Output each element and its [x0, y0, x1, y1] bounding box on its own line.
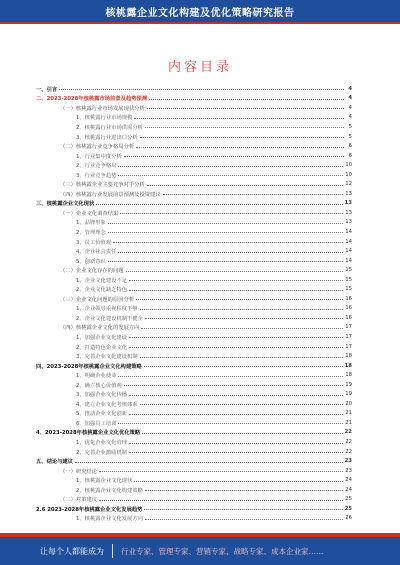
toc-entry-page: 4	[348, 95, 352, 102]
toc-entry[interactable]	[36, 113, 352, 123]
toc-entry[interactable]	[36, 351, 352, 361]
toc-entry[interactable]	[36, 256, 352, 266]
toc-entry-label: 2、核桃露行业市场供需分析	[76, 124, 143, 131]
toc-leader-dots	[124, 156, 344, 157]
toc-entry[interactable]	[36, 495, 352, 505]
toc-entry[interactable]	[36, 342, 352, 352]
toc-leader-dots	[108, 232, 343, 233]
toc-entry-label: 三、核桃露企业文化现状	[36, 201, 95, 208]
toc-leader-dots	[99, 500, 343, 501]
toc-leader-dots	[140, 309, 344, 310]
toc-leader-dots	[144, 509, 342, 510]
toc-entry[interactable]	[36, 199, 352, 209]
toc-entry-label: 二、2023-2028年核桃露市场前景及趋势预测	[36, 96, 148, 103]
toc-entry[interactable]	[36, 227, 352, 237]
toc-entry-label: 4、2023-2028年核桃露企业文化优化策略	[36, 430, 141, 437]
toc-entry[interactable]	[36, 456, 352, 466]
toc-entry[interactable]	[36, 514, 352, 524]
toc-entry-label: （四）核桃露企业文化的发展方向	[60, 325, 140, 332]
toc-leader-dots	[145, 490, 343, 491]
toc-entry[interactable]	[36, 151, 352, 161]
toc-entry[interactable]	[36, 437, 352, 447]
toc-entry-label: 2、确立核心价值观	[76, 382, 122, 389]
toc-entry-page: 26	[345, 515, 352, 522]
toc-entry[interactable]	[36, 179, 352, 189]
document-title: 核桃露企业文化构建及优化策略研究报告	[105, 7, 295, 19]
toc-entry-page: 25	[344, 505, 352, 512]
toc-entry[interactable]	[36, 475, 352, 485]
toc-leader-dots	[134, 481, 343, 482]
toc-leader-dots	[129, 443, 343, 444]
toc-entry-label: 1、企业领导重视程度不够	[76, 306, 138, 313]
toc-entry-label: 1、核桃露企业文化现状	[76, 478, 133, 485]
toc-entry-label: 1、行业集中度分析	[76, 153, 122, 160]
toc-entry-page: 18	[345, 353, 352, 360]
toc-entry-page: 15	[345, 286, 352, 293]
toc-entry-page: 6	[348, 152, 352, 159]
toc-leader-dots	[140, 404, 344, 405]
toc-entry-label: 1、明确企业使命	[76, 373, 117, 380]
toc-entry-page: 22	[344, 429, 352, 436]
toc-entry-page: 17	[345, 324, 352, 331]
toc-leader-dots	[145, 519, 343, 520]
toc-leader-dots	[118, 376, 343, 377]
toc-entry-label: （三）核桃露企业主要竞争对手分析	[60, 182, 145, 189]
toc-entry-page: 19	[345, 381, 352, 388]
toc-entry[interactable]	[36, 361, 352, 371]
toc-entry-page: 4	[348, 85, 352, 92]
toc-entry[interactable]	[36, 84, 352, 94]
toc-leader-dots	[140, 357, 344, 358]
footer-slogan: 让每个人都能成为	[40, 546, 104, 556]
toc-entry-label: （四）核桃露行业发展前景预测及投资建议	[60, 191, 161, 198]
toc-entry-page: 13	[345, 190, 352, 197]
toc-entry-label: 4、建立企业文化考核体系	[76, 401, 138, 408]
toc-entry-page: 23	[344, 458, 352, 465]
toc-leader-dots	[141, 328, 343, 329]
toc-entry-label: 一、引言	[36, 86, 58, 93]
toc-entry-label: 5、推动企业文化创新	[76, 411, 128, 418]
toc-entry[interactable]	[36, 246, 352, 256]
toc-entry[interactable]	[36, 323, 352, 333]
toc-leader-dots	[147, 108, 344, 109]
toc-entry-page: 13	[344, 200, 352, 207]
toc-entry-page: 16	[345, 314, 352, 321]
toc-entry-label: 2、完善企业激励机制	[76, 449, 128, 456]
toc-entry-page: 12	[345, 181, 352, 188]
toc-entry-label: 3、核桃露行业进出口分析	[76, 134, 138, 141]
toc-leader-dots	[136, 299, 343, 300]
toc-entry-page: 20	[345, 400, 352, 407]
toc-entry-page: 17	[345, 333, 352, 340]
toc-entry-label: 4、企业社会责任	[76, 249, 117, 256]
toc-leader-dots	[118, 252, 343, 253]
toc-entry-label: 2.6 2023-2028年核桃露企业文化发展趋势	[36, 506, 143, 513]
toc-entry-page: 22	[345, 439, 352, 445]
toc-entry[interactable]	[36, 370, 352, 380]
toc-entry[interactable]	[36, 428, 352, 438]
toc-leader-dots	[108, 223, 343, 224]
toc-entry[interactable]	[36, 208, 352, 218]
toc-entry-label: （一）研究结论	[60, 468, 98, 475]
toc-entry-label: （二）企业文化存在的问题	[60, 268, 124, 275]
toc-entry-label: （一）核桃露行业市场发展现状分析	[60, 105, 145, 112]
toc-entry[interactable]	[36, 399, 352, 409]
toc-entry-page: 18	[345, 372, 352, 379]
toc-entry-label: 2、企业文化建设机制不健全	[76, 315, 143, 322]
toc-entry-label: 四、2023-2028年核桃露企业文化构建策略	[36, 363, 142, 370]
toc-entry-label: 6、加强员工培训	[76, 420, 117, 427]
toc-leader-dots	[134, 118, 344, 119]
toc-entry[interactable]	[36, 466, 352, 476]
toc-entry-page: 5	[348, 133, 352, 140]
document-footer	[0, 537, 400, 565]
footer-tagline: 行业专家、管理专家、营销专家、战略专家、成本企业家……	[121, 546, 324, 556]
toc-leader-dots	[129, 290, 343, 291]
toc-leader-dots	[108, 261, 343, 262]
toc-leader-dots	[126, 271, 344, 272]
toc-entry-label: 3、行业竞争趋势	[76, 172, 117, 179]
toc-entry[interactable]	[36, 332, 352, 342]
toc-leader-dots	[59, 89, 344, 90]
toc-leader-dots	[118, 175, 343, 176]
toc-entry-page: 5	[348, 123, 352, 130]
toc-entry-label: 1、优化企业文化管理	[76, 440, 128, 446]
toc-entry-page: 16	[345, 295, 352, 302]
toc-entry-page: 13	[345, 209, 352, 216]
toc-entry-page: 14	[345, 248, 352, 255]
toc-entry-label: 2、企业文化缺乏特色	[76, 287, 128, 294]
toc-entry[interactable]	[36, 390, 352, 400]
toc-entry-label: （二）核桃露行业竞争格局分析	[60, 144, 135, 151]
toc-leader-dots	[129, 452, 343, 453]
toc-entry[interactable]	[36, 409, 352, 419]
toc-leader-dots	[163, 194, 344, 195]
toc-entry-label: （一）企业文化调查结果	[60, 210, 119, 217]
toc-entry-page: 10	[345, 162, 352, 169]
toc-entry-page: 24	[345, 477, 352, 484]
toc-leader-dots	[149, 99, 344, 100]
toc-leader-dots	[99, 471, 343, 472]
toc-entry[interactable]	[36, 275, 352, 285]
toc-entry-page: 15	[345, 267, 352, 274]
toc-entry-label: 5、创新意识	[76, 258, 106, 265]
table-of-contents	[36, 84, 352, 523]
toc-entry[interactable]	[36, 304, 352, 314]
toc-entry-label: 1、品牌形象	[76, 220, 106, 227]
toc-leader-dots	[129, 337, 343, 338]
toc-entry[interactable]	[36, 103, 352, 113]
toc-leader-dots	[129, 414, 343, 415]
toc-entry-page: 14	[345, 228, 352, 235]
toc-entry-label: 1、企业文化建设不足	[76, 277, 128, 284]
toc-entry[interactable]	[36, 313, 352, 323]
toc-leader-dots	[140, 137, 344, 138]
toc-entry-label: （二）对策建议	[60, 497, 98, 504]
toc-entry-label: 3、员工价值观	[76, 239, 112, 246]
toc-entry-page: 13	[345, 219, 352, 226]
toc-entry[interactable]	[36, 141, 352, 151]
toc-entry[interactable]	[36, 284, 352, 294]
toc-entry[interactable]	[36, 94, 352, 104]
toc-leader-dots	[113, 242, 343, 243]
toc-entry-page: 21	[345, 419, 352, 426]
toc-entry[interactable]	[36, 294, 352, 304]
toc-leader-dots	[129, 280, 343, 281]
toc-entry-page: 17	[345, 343, 352, 350]
toc-entry-label: 3、完善企业文化建设机制	[76, 354, 138, 361]
toc-leader-dots	[129, 395, 343, 396]
document-header	[0, 0, 400, 24]
toc-entry-page: 14	[345, 238, 352, 245]
toc-entry[interactable]	[36, 122, 352, 132]
toc-entry-page: 21	[345, 410, 352, 417]
toc-entry-page: 22	[345, 448, 352, 455]
toc-entry-label: 五、结论与建议	[36, 459, 74, 466]
toc-entry-label: 2、核桃露企业文化构建策略	[76, 487, 143, 494]
toc-entry-label: 1、核桃露企业文化发展方向	[76, 516, 143, 523]
toc-entry-page: 23	[345, 467, 352, 474]
toc-leader-dots	[145, 127, 344, 128]
toc-entry-label: 2、管理理念	[76, 229, 106, 236]
toc-entry[interactable]	[36, 265, 352, 275]
toc-entry-page: 16	[345, 305, 352, 312]
toc-leader-dots	[118, 166, 343, 167]
toc-entry[interactable]	[36, 237, 352, 247]
toc-entry[interactable]	[36, 189, 352, 199]
toc-entry[interactable]	[36, 485, 352, 495]
toc-entry-page: 4	[348, 104, 352, 111]
toc-entry[interactable]	[36, 218, 352, 228]
toc-entry-label: 2、行业竞争格局	[76, 163, 117, 170]
toc-entry-label: （三）企业文化问题的原因分析	[60, 296, 135, 303]
toc-entry[interactable]	[36, 504, 352, 514]
toc-leader-dots	[136, 147, 344, 148]
toc-entry[interactable]	[36, 380, 352, 390]
toc-entry-label: 1、加强企业文化建设	[76, 334, 128, 341]
toc-leader-dots	[75, 462, 343, 463]
toc-entry-label: 3、加强企业文化传播	[76, 392, 128, 399]
toc-leader-dots	[120, 213, 343, 214]
toc-entry-page: 4	[348, 114, 352, 121]
toc-entry[interactable]	[36, 132, 352, 142]
toc-entry-label: 2、打造特色企业文化	[76, 344, 128, 351]
toc-entry-page: 10	[345, 171, 352, 178]
toc-entry[interactable]	[36, 160, 352, 170]
toc-leader-dots	[118, 423, 343, 424]
toc-entry-page: 25	[345, 496, 352, 503]
toc-entry[interactable]	[36, 447, 352, 457]
toc-leader-dots	[129, 347, 343, 348]
toc-entry-page: 18	[344, 362, 352, 369]
toc-entry-page: 19	[345, 391, 352, 398]
toc-heading: 内容目录	[167, 60, 232, 75]
toc-entry[interactable]	[36, 170, 352, 180]
toc-entry-page: 15	[345, 276, 352, 283]
toc-leader-dots	[144, 366, 343, 367]
toc-leader-dots	[142, 433, 342, 434]
toc-entry-label: 1、核桃露行业市场规模	[76, 115, 133, 122]
toc-leader-dots	[145, 318, 343, 319]
toc-leader-dots	[147, 185, 343, 186]
toc-leader-dots	[124, 385, 344, 386]
toc-entry-page: 14	[345, 257, 352, 264]
toc-leader-dots	[96, 204, 342, 205]
footer-divider	[112, 544, 113, 558]
toc-entry-page: 6	[348, 143, 352, 150]
toc-entry[interactable]	[36, 418, 352, 428]
toc-entry-page: 24	[345, 486, 352, 493]
